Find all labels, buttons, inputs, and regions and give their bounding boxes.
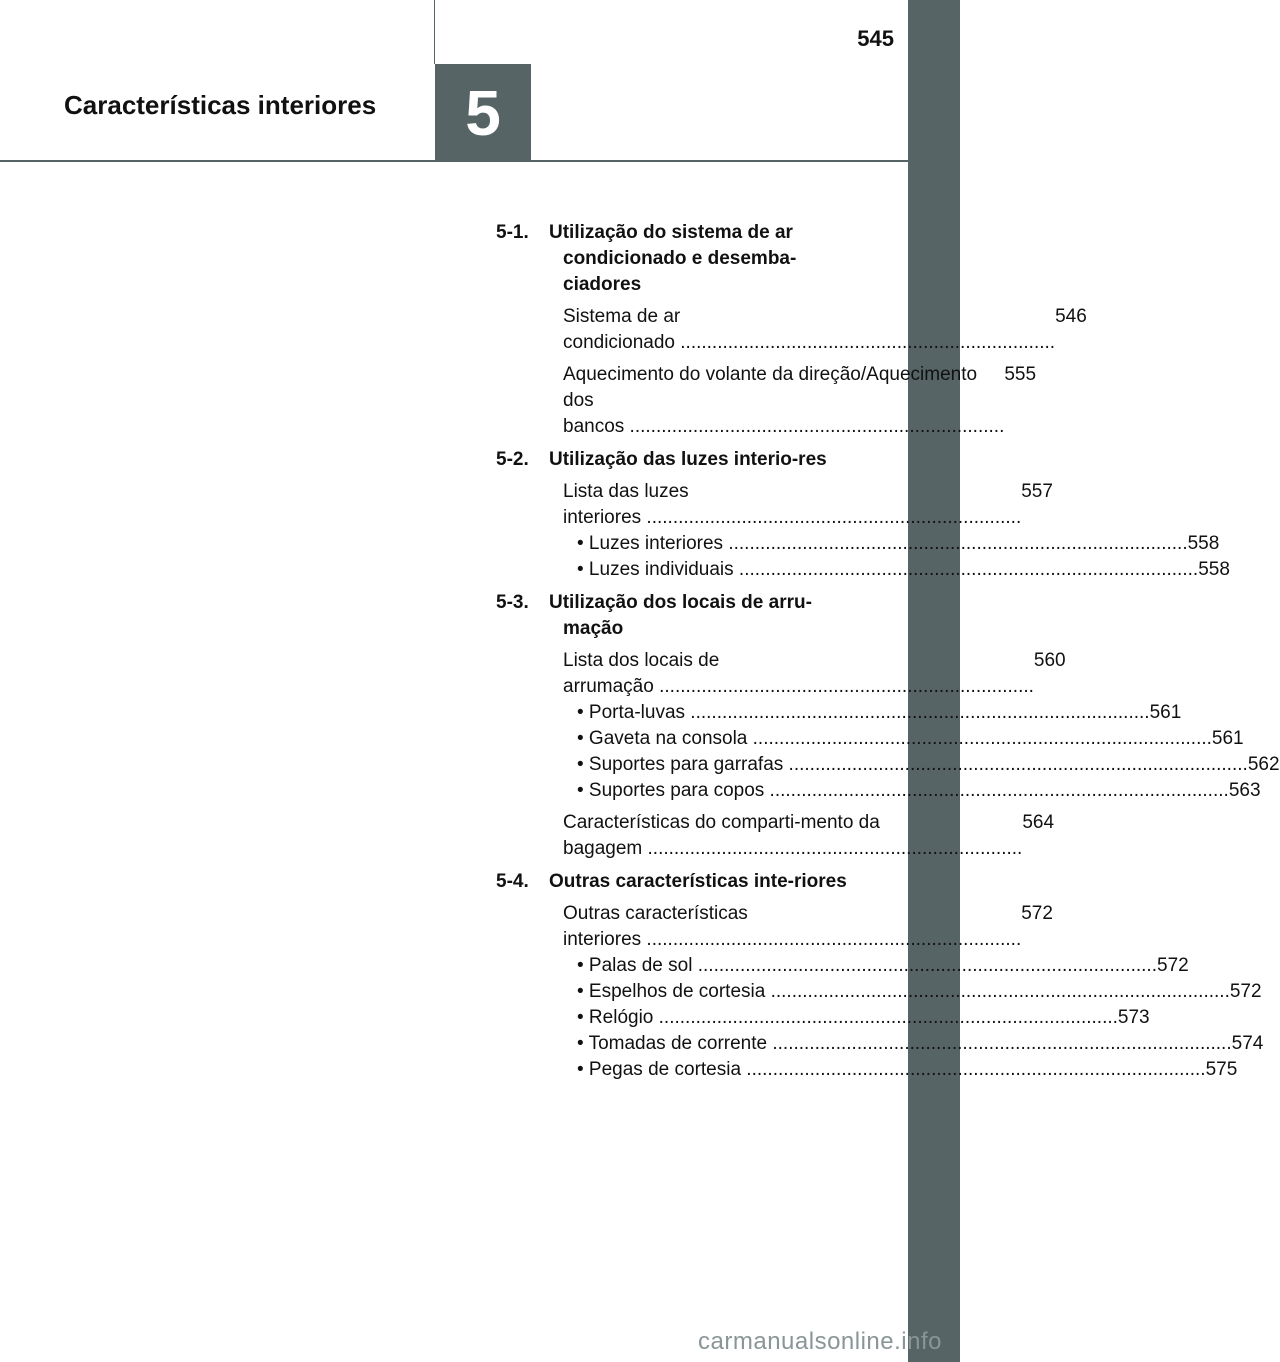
sub-entry-title: • Relógio ..... xyxy=(577,1005,1118,1031)
sub-entry-page: 572 xyxy=(1229,981,1262,1002)
sub-entry-page: 573 xyxy=(1117,1007,1150,1028)
section-heading[interactable] xyxy=(496,869,848,895)
chapter-title: Características interiores xyxy=(64,90,377,120)
sub-entry-title: • Luzes individuais ..... xyxy=(577,557,1198,583)
toc-section xyxy=(496,220,1087,440)
section-number: 5-2. xyxy=(496,449,529,470)
toc-sub-entry[interactable] xyxy=(563,1005,1150,1031)
entry-title: Sistema de ar condicionado ....................................................................... xyxy=(563,306,1056,353)
section-number: 5-1. xyxy=(496,222,529,243)
sub-entry-page: 563 xyxy=(1228,780,1261,801)
table-of-contents xyxy=(496,220,1280,1090)
toc-entry[interactable] xyxy=(549,362,1037,440)
toc-sub-entry[interactable] xyxy=(563,557,1230,583)
section-title: Outras características inte-riores xyxy=(549,871,847,892)
toc-entry[interactable] xyxy=(549,304,1087,356)
sub-entry-title: • Suportes para garrafas ..... xyxy=(577,752,1248,778)
sub-entry-title: • Porta-luvas ..... xyxy=(577,700,1150,726)
section-title: Utilização dos locais de arru-mação xyxy=(549,592,812,639)
toc-sub-entry[interactable] xyxy=(563,1057,1238,1083)
toc-sub-entry[interactable] xyxy=(563,979,1262,1005)
header-vertical-divider xyxy=(434,0,435,64)
toc-sub-entry[interactable] xyxy=(563,726,1244,752)
toc-entry[interactable] xyxy=(549,479,1230,583)
section-heading[interactable] xyxy=(496,220,848,298)
sub-entry-page: 561 xyxy=(1211,728,1244,749)
toc-sub-entry[interactable] xyxy=(563,700,1182,726)
sub-entry-page: 558 xyxy=(1187,533,1220,554)
sub-entry-title: • Tomadas de corrente ..... xyxy=(577,1031,1232,1057)
toc-sub-entry[interactable] xyxy=(563,752,1280,778)
sub-entry-title: • Suportes para copos ..... xyxy=(577,778,1229,804)
sub-entry-title: • Gaveta na consola ..... xyxy=(577,726,1212,752)
section-title: Utilização do sistema de ar condicionado e desemba-ciadores xyxy=(549,222,797,295)
section-number: 5-3. xyxy=(496,592,529,613)
sub-entry-page: 575 xyxy=(1205,1059,1238,1080)
toc-entry[interactable] xyxy=(549,648,1280,804)
section-heading[interactable] xyxy=(496,447,848,473)
sub-entry-title: • Palas de sol ..... xyxy=(577,953,1157,979)
sub-entry-page: 562 xyxy=(1247,754,1280,775)
entry-title: Outras características interiores ....................................................................... xyxy=(563,903,1022,950)
section-number: 5-4. xyxy=(496,871,529,892)
toc-sub-entry[interactable] xyxy=(563,531,1220,557)
entry-page: 572 xyxy=(1021,903,1053,924)
section-heading[interactable] xyxy=(496,590,848,642)
sub-entry-page: 574 xyxy=(1231,1033,1264,1054)
watermark: carmanualsonline.info xyxy=(698,1328,942,1355)
sub-entry-title: • Pegas de cortesia ..... xyxy=(577,1057,1206,1083)
toc-entry[interactable] xyxy=(549,810,1055,862)
entry-page: 555 xyxy=(1004,364,1037,385)
sub-entry-page: 558 xyxy=(1198,559,1230,580)
chapter-number-badge xyxy=(435,64,531,162)
toc-sub-entry[interactable] xyxy=(563,953,1189,979)
chapter-number: 5 xyxy=(465,77,501,149)
sub-entry-page: 561 xyxy=(1149,702,1182,723)
entry-title: Aquecimento do volante da direção/Aquecimento dos bancos ....................................................................... xyxy=(563,364,1005,437)
toc-entry[interactable] xyxy=(549,901,1264,1083)
entry-page: 546 xyxy=(1055,306,1087,327)
toc-section xyxy=(496,447,1230,583)
sub-entry-page: 572 xyxy=(1157,955,1189,976)
entry-page: 564 xyxy=(1022,812,1055,833)
entry-title: Lista das luzes interiores ....................................................................... xyxy=(563,481,1022,528)
sub-entry-title: • Espelhos de cortesia ..... xyxy=(577,979,1230,1005)
entry-title: Características do comparti-mento da bagagem ....................................................................... xyxy=(563,812,1023,859)
toc-section xyxy=(496,590,1280,862)
page-number: 545 xyxy=(857,26,894,51)
entry-title: Lista dos locais de arrumação ....................................................................... xyxy=(563,650,1034,697)
toc-sub-entry[interactable] xyxy=(563,778,1261,804)
section-title: Utilização das luzes interio-res xyxy=(549,449,827,470)
toc-sub-entry[interactable] xyxy=(563,1031,1264,1057)
entry-page: 560 xyxy=(1033,650,1066,671)
entry-page: 557 xyxy=(1021,481,1053,502)
toc-section xyxy=(496,869,1264,1083)
sub-entry-title: • Luzes interiores ..... xyxy=(577,531,1188,557)
